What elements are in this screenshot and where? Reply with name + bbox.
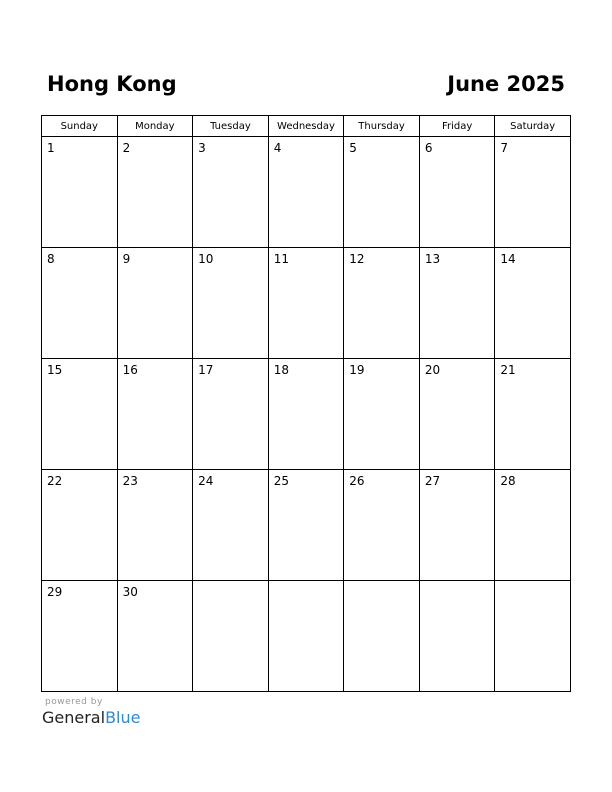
weekday-friday: Friday [419,116,495,137]
calendar-grid [41,115,571,692]
day-cell [117,470,193,581]
brand-logo[interactable] [42,708,140,728]
day-number [269,581,344,585]
day-number: 20 [424,363,441,377]
day-cell [193,581,269,692]
day-number: 6 [424,141,433,155]
day-cell [268,581,344,692]
day-cell [495,248,571,359]
day-cell [344,137,420,248]
week-row [42,470,571,581]
day-number: 4 [273,141,282,155]
day-number: 28 [500,474,516,488]
day-cell [419,470,495,581]
day-number: 19 [349,363,365,377]
day-cell [344,248,420,359]
day-cell [193,359,269,470]
weekday-header-row [42,116,571,137]
day-number [420,581,495,585]
week-row [42,359,571,470]
day-cell [42,581,118,692]
brand-blue-text: Blue [105,708,141,727]
weekday-thursday: Thursday [344,116,420,137]
day-number: 9 [122,252,131,266]
day-number: 16 [122,363,138,377]
day-cell [193,248,269,359]
day-cell [419,359,495,470]
day-cell [344,470,420,581]
day-number: 15 [47,363,63,377]
month-year-title: June 2025 [447,72,565,96]
day-number: 8 [47,252,55,266]
day-cell [268,359,344,470]
day-number [193,581,268,585]
weekday-tuesday: Tuesday [193,116,269,137]
day-cell [268,248,344,359]
day-cell [344,359,420,470]
day-cell [193,137,269,248]
day-cell [268,470,344,581]
day-cell [268,137,344,248]
day-number: 13 [424,252,441,266]
day-number: 17 [198,363,214,377]
day-number [495,581,570,585]
day-cell [117,248,193,359]
day-cell [42,137,118,248]
day-cell [495,581,571,692]
week-row [42,137,571,248]
day-cell [344,581,420,692]
day-cell [419,248,495,359]
day-number: 21 [500,363,516,377]
day-cell [42,470,118,581]
weekday-saturday: Saturday [495,116,571,137]
day-number: 25 [273,474,289,488]
day-number: 14 [500,252,516,266]
day-cell [495,137,571,248]
weekday-sunday: Sunday [42,116,118,137]
day-cell [193,470,269,581]
powered-by-text: powered by [45,697,103,707]
day-number: 2 [122,141,131,155]
weekday-wednesday: Wednesday [268,116,344,137]
region-title: Hong Kong [47,72,177,96]
day-cell [495,470,571,581]
day-cell [495,359,571,470]
day-number: 18 [273,363,289,377]
day-number [344,581,419,585]
day-number: 30 [122,585,138,599]
day-number: 3 [198,141,206,155]
day-number: 1 [47,141,55,155]
day-number: 11 [273,252,289,266]
brand-general-text: General [42,708,106,727]
day-number: 10 [198,252,214,266]
weekday-monday: Monday [117,116,193,137]
day-number: 24 [198,474,214,488]
day-cell [117,359,193,470]
day-number: 12 [349,252,365,266]
day-cell [419,581,495,692]
day-number: 5 [349,141,357,155]
day-cell [117,137,193,248]
day-cell [42,359,118,470]
day-cell [42,248,118,359]
day-number: 26 [349,474,365,488]
day-number: 7 [500,141,509,155]
week-row [42,581,571,692]
day-number: 23 [122,474,138,488]
day-number: 27 [424,474,441,488]
day-cell [117,581,193,692]
day-number: 29 [47,585,63,599]
day-cell [419,137,495,248]
day-number: 22 [47,474,63,488]
week-row [42,248,571,359]
